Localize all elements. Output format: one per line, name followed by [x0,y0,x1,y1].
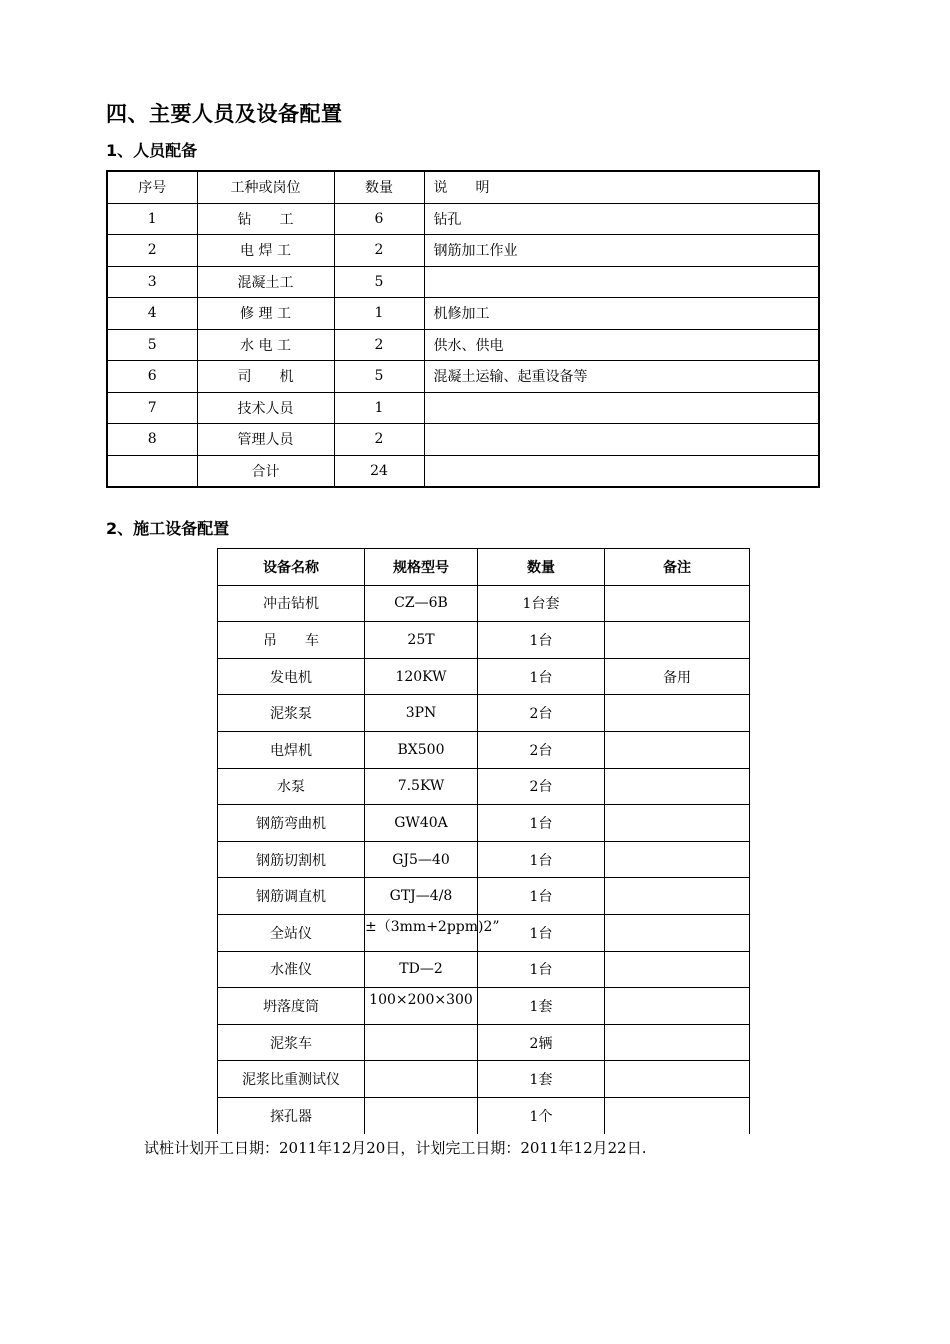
column-header: 设备名称 [218,549,365,586]
column-header: 备注 [605,549,750,586]
equipment-quantity: 2台 [478,768,605,805]
equipment-quantity: 1套 [478,988,605,1025]
row-number: 7 [107,392,197,424]
personnel-heading: 1、人员配备 [106,141,198,160]
equipment-name: 探孔器 [218,1097,365,1133]
table-row [218,658,750,695]
quantity-cell: 1 [334,392,424,424]
column-header: 工种或岗位 [197,171,334,203]
row-number: 3 [107,266,197,298]
table-row [107,266,819,298]
row-number: 8 [107,424,197,456]
section-title: 四、主要人员及设备配置 [106,102,343,126]
note-cell [424,424,819,456]
equipment-name: 全站仪 [218,914,365,951]
equipment-spec: GW40A [365,805,478,842]
quantity-cell: 6 [334,203,424,235]
role-cell: 水 电 工 [197,329,334,361]
equipment-quantity: 1台 [478,658,605,695]
column-header: 数量 [334,171,424,203]
equipment-quantity: 1台 [478,878,605,915]
table-row [107,298,819,330]
equipment-name: 钢筋切割机 [218,841,365,878]
equipment-quantity: 1台 [478,914,605,951]
row-number: 4 [107,298,197,330]
table-row [218,1061,750,1098]
equipment-name: 水泵 [218,768,365,805]
table-row [107,392,819,424]
equipment-header-row [218,549,750,586]
equipment-spec: 100×200×300 [369,992,473,1009]
role-cell: 技术人员 [197,392,334,424]
role-cell: 司 机 [197,361,334,393]
equipment-table [217,548,750,1134]
equipment-remark [605,1097,750,1133]
note-cell: 机修加工 [424,298,819,330]
table-row [107,361,819,393]
table-row [218,914,750,951]
equipment-remark [605,585,750,622]
row-number: 5 [107,329,197,361]
equipment-quantity: 1个 [478,1097,605,1133]
equipment-name: 泥浆车 [218,1024,365,1061]
table-row [218,695,750,732]
equipment-spec: 3PN [365,695,478,732]
equipment-name: 钢筋调直机 [218,878,365,915]
equipment-spec: 120KW [365,658,478,695]
schedule-note: 试桩计划开工日期：2011年12月20日，计划完工日期：2011年12月22日. [144,1139,647,1157]
row-number: 1 [107,203,197,235]
equipment-spec: ±（3mm+2ppm)2” [365,918,500,935]
equipment-name: 泥浆比重测试仪 [218,1061,365,1098]
equipment-spec-cell [365,914,500,951]
equipment-remark [605,805,750,842]
table-row [218,878,750,915]
quantity-cell: 1 [334,298,424,330]
equipment-spec: BX500 [365,731,478,768]
equipment-remark: 备用 [605,658,750,695]
equipment-spec-cell [365,988,478,1025]
role-cell: 管理人员 [197,424,334,456]
note-cell [424,266,819,298]
equipment-quantity: 1台 [478,805,605,842]
equipment-spec [365,1061,478,1098]
equipment-spec: 7.5KW [365,768,478,805]
note-cell: 钢筋加工作业 [424,235,819,267]
equipment-name: 电焊机 [218,731,365,768]
table-row [218,768,750,805]
role-cell: 混凝土工 [197,266,334,298]
equipment-heading: 2、施工设备配置 [106,519,230,538]
table-row [218,1024,750,1061]
role-cell: 电 焊 工 [197,235,334,267]
equipment-quantity: 1台 [478,951,605,988]
personnel-header-row [107,171,819,203]
role-cell: 修 理 工 [197,298,334,330]
table-row [218,731,750,768]
equipment-remark [605,1024,750,1061]
equipment-spec: TD—2 [365,951,478,988]
equipment-quantity: 2辆 [478,1024,605,1061]
equipment-name: 坍落度筒 [218,988,365,1025]
row-number: 6 [107,361,197,393]
equipment-name: 水准仪 [218,951,365,988]
equipment-spec: GTJ—4/8 [365,878,478,915]
note-cell: 混凝土运输、起重设备等 [424,361,819,393]
equipment-remark [605,731,750,768]
equipment-quantity: 1台套 [478,585,605,622]
table-row [107,235,819,267]
table-row [107,424,819,456]
note-cell [424,392,819,424]
equipment-remark [605,878,750,915]
equipment-remark [605,695,750,732]
equipment-spec: CZ—6B [365,585,478,622]
column-header: 数量 [478,549,605,586]
table-row [218,841,750,878]
total-row [107,455,819,487]
column-header: 说 明 [424,171,819,203]
column-header: 规格型号 [365,549,478,586]
equipment-spec: GJ5—40 [365,841,478,878]
table-row [218,805,750,842]
personnel-table [106,170,820,488]
row-number: 2 [107,235,197,267]
equipment-quantity: 2台 [478,731,605,768]
total-label: 合计 [197,455,334,487]
role-cell: 钻 工 [197,203,334,235]
table-row [107,329,819,361]
row-number [107,455,197,487]
table-row [107,203,819,235]
table-row [218,951,750,988]
table-row [218,622,750,659]
quantity-cell: 5 [334,361,424,393]
quantity-cell: 5 [334,266,424,298]
equipment-remark [605,622,750,659]
equipment-remark [605,914,750,951]
equipment-spec: 25T [365,622,478,659]
table-row [218,988,750,1025]
column-header: 序号 [107,171,197,203]
equipment-remark [605,988,750,1025]
equipment-spec [365,1097,478,1133]
equipment-name: 发电机 [218,658,365,695]
equipment-quantity: 1台 [478,841,605,878]
total-quantity: 24 [334,455,424,487]
table-row [218,585,750,622]
note-cell: 供水、供电 [424,329,819,361]
equipment-spec [365,1024,478,1061]
equipment-quantity: 2台 [478,695,605,732]
equipment-remark [605,1061,750,1098]
equipment-name: 钢筋弯曲机 [218,805,365,842]
note-cell [424,455,819,487]
note-cell: 钻孔 [424,203,819,235]
equipment-remark [605,841,750,878]
equipment-name: 冲击钻机 [218,585,365,622]
equipment-remark [605,768,750,805]
equipment-quantity: 1台 [478,622,605,659]
quantity-cell: 2 [334,329,424,361]
equipment-name: 吊 车 [218,622,365,659]
equipment-remark [605,951,750,988]
quantity-cell: 2 [334,235,424,267]
quantity-cell: 2 [334,424,424,456]
equipment-name: 泥浆泵 [218,695,365,732]
table-row [218,1097,750,1133]
equipment-quantity: 1套 [478,1061,605,1098]
